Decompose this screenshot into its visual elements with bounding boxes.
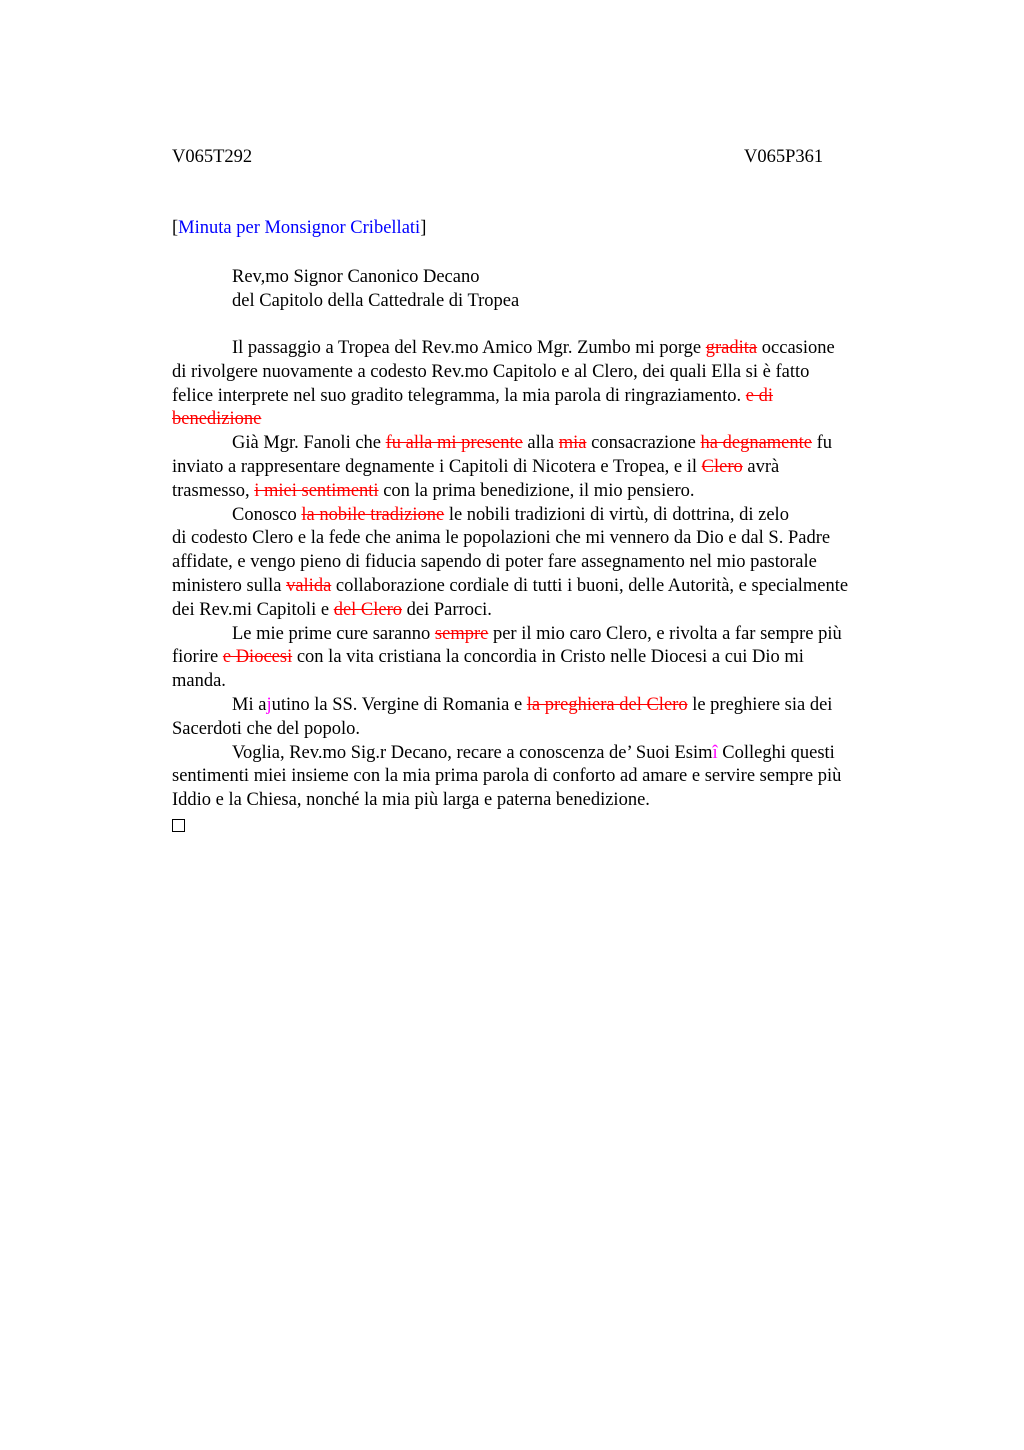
body-line [172, 480, 934, 504]
body-text: dei Parroci. [402, 599, 492, 620]
document-title [172, 218, 426, 239]
body-line [172, 742, 934, 766]
deleted-text: gradita [705, 338, 758, 358]
inserted-text: î [712, 742, 718, 763]
deleted-text: e di [745, 385, 774, 406]
body-line [172, 599, 934, 623]
deleted-text: fu alla mi presente [385, 433, 523, 454]
letter-body [172, 337, 934, 837]
body-line [172, 694, 934, 718]
body-text: Colleghi questi [717, 742, 835, 763]
deleted-text: valida [286, 575, 332, 596]
body-text: fiorire [172, 647, 223, 668]
body-text: per il mio caro Clero, e rivolta a far sempre più [488, 623, 842, 644]
body-text: fu [812, 433, 833, 454]
body-line: sentimenti miei insieme con la mia prima parola di conforto ad amare e servire sempre più [172, 766, 842, 787]
body-text: avrà [742, 456, 780, 477]
body-line [172, 385, 934, 409]
body-text: alla [522, 433, 559, 454]
deleted-text: sempre [434, 623, 489, 644]
body-line [172, 575, 934, 599]
addressee-line-1: Rev,mo Signor Canonico Decano [232, 267, 480, 287]
body-line: di codesto Clero e la fede che anima le popolazioni che mi vennero da Dio e dal S. Padre [172, 528, 831, 549]
deleted-text: la nobile tradizione [301, 504, 445, 525]
title-close-bracket: ] [420, 218, 427, 238]
body-text: dei Rev.mi Capitoli e [172, 599, 334, 620]
body-text: occasione [757, 338, 835, 358]
body-line [172, 646, 934, 670]
body-text: con la prima benedizione, il mio pensiero. [378, 480, 695, 501]
body-line [172, 432, 934, 456]
deleted-text: benedizione [172, 409, 262, 430]
body-line: di rivolgere nuovamente a codesto Rev.mo Capitolo e al Clero, dei quali Ella si è fatto [172, 361, 810, 382]
deleted-text: e Diocesi [222, 647, 293, 668]
end-marker-line [172, 813, 934, 837]
deleted-text: mia [558, 433, 587, 454]
deleted-text: del Clero [333, 599, 403, 620]
body-line [172, 504, 934, 528]
addressee-line-2: del Capitolo della Cattedrale di Tropea [232, 290, 520, 311]
deleted-text: Clero [701, 456, 743, 477]
body-line [172, 408, 934, 432]
body-line: Iddio e la Chiesa, nonché la mia più larga e paterna benedizione. [172, 790, 650, 811]
deleted-text: la preghiera del Clero [526, 694, 688, 715]
body-text: collaborazione cordiale di tutti i buoni, delle Autorità, e specialmente [331, 575, 849, 596]
body-text: le preghiere sia dei [687, 694, 833, 715]
body-text: consacrazione [586, 433, 701, 454]
body-text: Conosco [232, 504, 302, 525]
document-code-right: V065P361 [744, 147, 824, 167]
deleted-text: ha degnamente [700, 433, 812, 454]
body-text: felice interprete nel suo gradito telegramma, la mia parola di ringraziamento. [172, 385, 746, 406]
document-code-left: V065T292 [172, 147, 253, 167]
body-text: le nobili tradizioni di virtù, di dottrina, di zelo [444, 504, 789, 525]
title-text: Minuta per Monsignor Cribellati [178, 218, 421, 238]
body-text: Voglia, Rev.mo Sig.r Decano, recare a conoscenza de’ Suoi Esim [232, 742, 713, 763]
body-line [172, 623, 934, 647]
body-text: Le mie prime cure saranno [232, 623, 435, 644]
inserted-text: j [266, 694, 272, 715]
body-line: affidate, e vengo pieno di fiducia sapendo di poter fare assegnamento nel mio pastorale [172, 552, 817, 573]
body-line: Sacerdoti che del popolo. [172, 718, 361, 739]
body-line [172, 456, 934, 480]
body-text: trasmesso, [172, 480, 255, 501]
addressee-block [172, 266, 934, 314]
empty-square-icon [172, 819, 185, 832]
body-text: Già Mgr. Fanoli che [232, 433, 386, 454]
deleted-text: i miei sentimenti [254, 480, 379, 501]
body-text: con la vita cristiana la concordia in Cristo nelle Diocesi a cui Dio mi [292, 647, 804, 668]
body-text: utino la SS. Vergine di Romania e [271, 694, 527, 715]
body-line [172, 337, 934, 361]
body-text: Il passaggio a Tropea del Rev.mo Amico Mgr. Zumbo mi porge [232, 338, 706, 358]
body-text: Mi a [232, 694, 267, 715]
title-open-bracket: [ [172, 218, 179, 238]
body-line: manda. [172, 671, 226, 692]
body-text: inviato a rappresentare degnamente i Capitoli di Nicotera e Tropea, e il [172, 456, 702, 477]
body-text: ministero sulla [172, 575, 287, 596]
